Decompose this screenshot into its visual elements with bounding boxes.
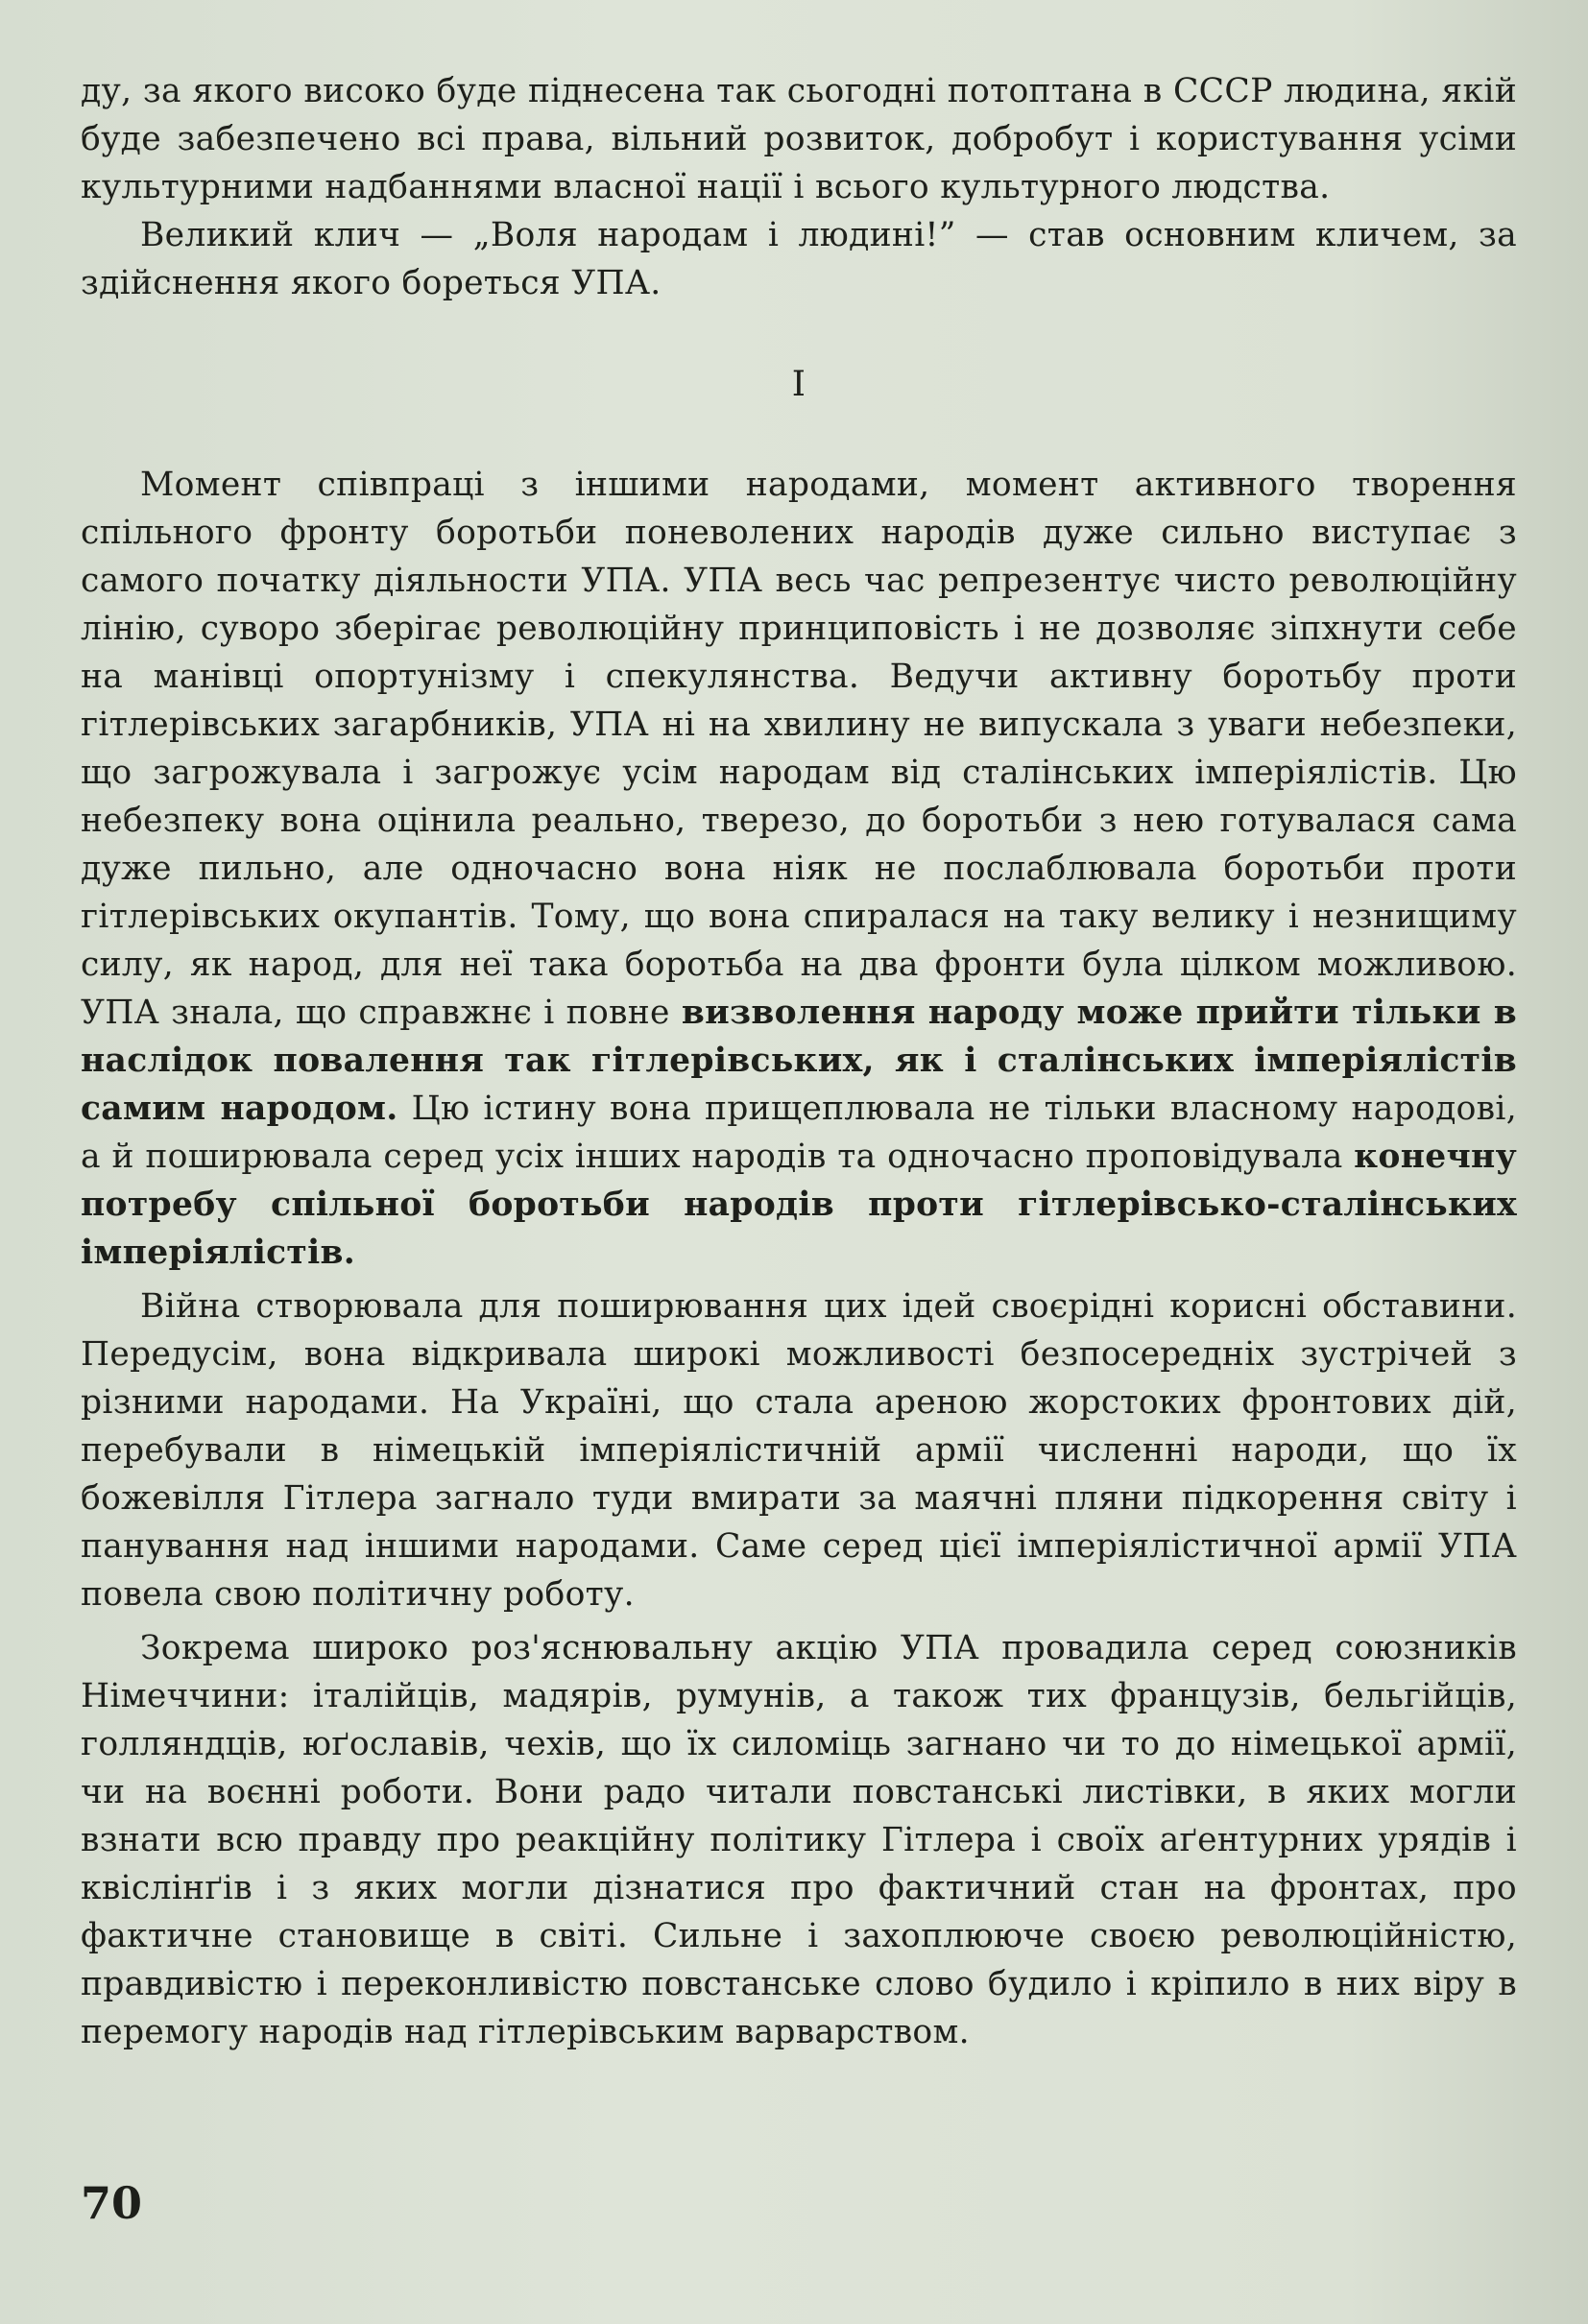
paragraph-continuation: ду, за якого високо буде піднесена так сьогодні потоптана в СССР людина, якій буде забезпечено всі права, вільний розвиток, добробут і користування усіми культурними надбаннями власної нації і всього культурного людства.: [81, 72, 1517, 206]
paragraph-cooperation-bold-2: конечну потребу спільної боротьби народів проти гітлерівсько-сталінських імперіялістів.: [81, 1138, 1517, 1272]
paragraph-cooperation: [81, 461, 1517, 1277]
page-body: [81, 67, 1517, 2056]
paragraph-allies: Зокрема широко роз'яснювальну акцію УПА провадила серед союзників Німеччини: італійців, мадярів, румунів, а також тих французів, бельгійців, голляндців, юґославів, чехів, що їх силоміць загнано чи то до німецької армії, чи на воєнні роботи. Вони радо читали повстанські листівки, в яких могли взнати всю правду про реакційну політику Гітлера і своїх аґентурних урядів і квіслінґів і з яких могли дізнатися про фактичний стан на фронтах, про фактичне становище в світі. Сильне і захоплююче своєю революційністю, правдивістю і переконливістю повстанське слово будило і кріпило в них віру в перемогу народів над гітлерівським варварством.: [81, 1629, 1517, 2051]
page-number: 70: [81, 2177, 143, 2229]
paragraph-war-circumstances: Війна створювала для поширювання цих ідей своєрідні корисні обставини. Передусім, вона відкривала широкі можливості безпосередніх зустрічей з різними народами. На Україні, що стала ареною жорстоких фронтових дій, перебували в німецькій імперіялістичній армії численні народи, що їх божевілля Гітлера загнало туди вмирати за маячні пляни підкорення світу і панування над іншими народами. Саме серед цієї імперіялістичної армії УПА повела свою політичну роботу.: [81, 1287, 1517, 1614]
paragraph-cooperation-text-1: Момент співпраці з іншими народами, момент активного творення спільного фронту боротьби поневолених народів дуже сильно виступає з самого початку діяльности УПА. УПА весь час репрезентує чисто революційну лінію, суворо зберігає революційну принциповість і не дозволяє зіпхнути себе на манівці опортунізму і спекулянства. Ведучи активну боротьбу проти гітлерівських загарбників, УПА ні на хвилину не випускала з уваги небезпеки, що загрожувала і загрожує усім народам від сталінських імперіялістів. Цю небезпеку вона оцінила реально, тверезо, до боротьби з нею готувалася сама дуже пильно, але одночасно вона ніяк не послаблювала боротьби проти гітлерівських окупантів. Тому, що вона спиралася на таку велику і незнищиму силу, як народ, для неї така боротьба на два фронти була цілком можливою. УПА знала, що справжнє і повне: [81, 466, 1517, 1032]
paragraph-cooperation-bold-1: визволення народу може прийти тільки в наслідок повалення так гітлерівських, як і сталінських імперіялістів самим народом.: [81, 994, 1517, 1128]
paragraph-slogan: Великий клич — „Воля народам і людині!” — став основним кличем, за здійснення якого бореться УПА.: [81, 216, 1517, 302]
paragraph-cooperation-text-2: Цю істину вона прищеплювала не тільки власному народові, а й поширювала серед усіх інших народів та одночасно проповідувала: [81, 1090, 1518, 1176]
section-heading: I: [791, 365, 806, 404]
